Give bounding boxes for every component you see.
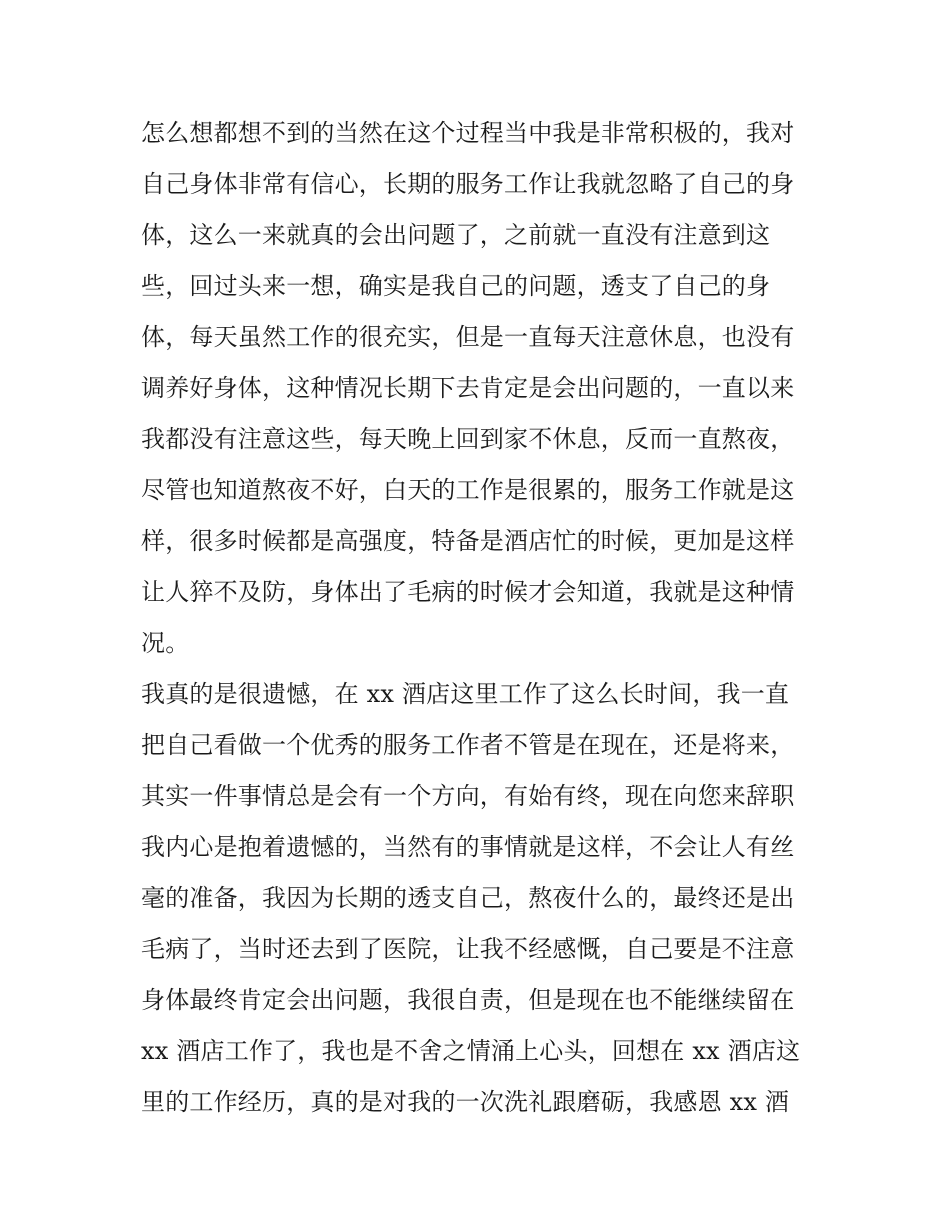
text-line: 我内心是抱着遗憾的，当然有的事情就是这样，不会让人有丝 [141, 833, 795, 861]
body-text [141, 108, 821, 1128]
text-line: 体，这么一来就真的会出问题了，之前就一直没有注意到这 [141, 221, 771, 249]
text-line: 其实一件事情总是会有一个方向，有始有终，现在向您来辞职 [141, 782, 795, 810]
text-line: 自己身体非常有信心，长期的服务工作让我就忽略了自己的身 [141, 170, 795, 198]
text-line: 身体最终肯定会出问题，我很自责，但是现在也不能继续留在 [141, 986, 795, 1014]
text-line: 些，回过头来一想，确实是我自己的问题，透支了自己的身 [141, 272, 771, 300]
text-line: 毫的准备，我因为长期的透支自己，熬夜什么的，最终还是出 [141, 884, 795, 912]
text-line: 尽管也知道熬夜不好，白天的工作是很累的，服务工作就是这 [141, 476, 795, 504]
text-line: 样，很多时候都是高强度，特备是酒店忙的时候，更加是这样 [141, 527, 795, 555]
text-line: 怎么想都想不到的当然在这个过程当中我是非常积极的，我对 [141, 119, 795, 147]
text-line: 我真的是很遗憾，在 xx 酒店这里工作了这么长时间，我一直 [141, 680, 790, 708]
text-line: 把自己看做一个优秀的服务工作者不管是在现在，还是将来， [141, 731, 795, 759]
text-line: 体，每天虽然工作的很充实，但是一直每天注意休息，也没有 [141, 323, 795, 351]
text-line: 让人猝不及防，身体出了毛病的时候才会知道，我就是这种情 [141, 578, 795, 606]
paragraph-1 [141, 108, 821, 669]
text-line: 况。 [141, 629, 190, 657]
text-line: 里的工作经历，真的是对我的一次洗礼跟磨砺，我感恩 xx 酒 [141, 1088, 790, 1116]
text-line: 毛病了，当时还去到了医院，让我不经感慨，自己要是不注意 [141, 935, 795, 963]
paragraph-2 [141, 669, 821, 1128]
text-line: 调养好身体，这种情况长期下去肯定是会出问题的，一直以来 [141, 374, 795, 402]
text-line: xx 酒店工作了，我也是不舍之情涌上心头，回想在 xx 酒店这 [141, 1037, 801, 1065]
text-line: 我都没有注意这些，每天晚上回到家不休息，反而一直熬夜， [141, 425, 795, 453]
